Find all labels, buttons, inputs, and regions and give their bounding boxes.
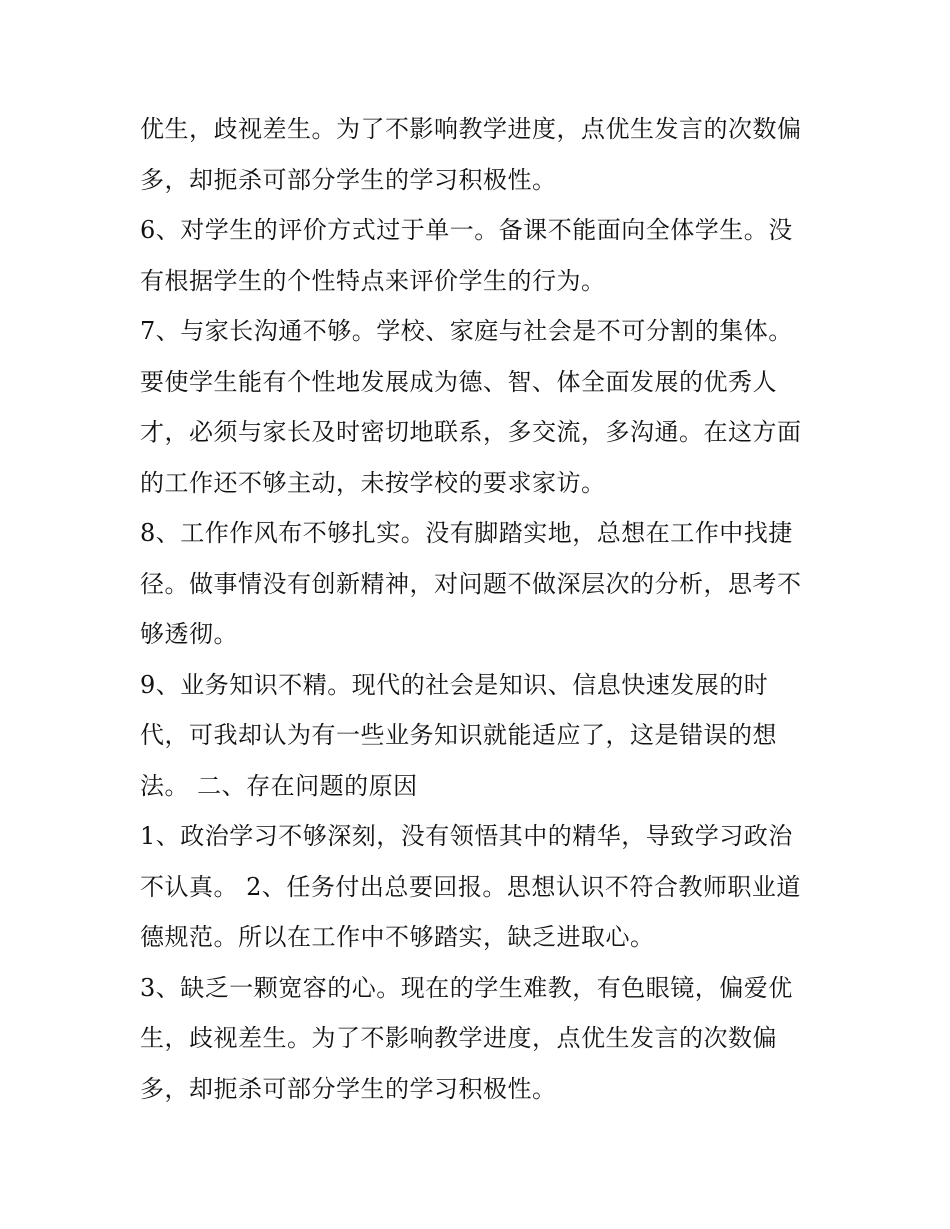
text-line-20: 多，却扼杀可部分学生的学习积极性。 xyxy=(140,1074,557,1103)
text-line-11: 够透彻。 xyxy=(140,620,238,648)
text-line-4: 有根据学生的个性特点来评价学生的行为。 xyxy=(140,266,606,295)
text-line-18: 3、缺乏一颗宽容的心。现在的学生难教，有色眼镜，偏爱优 xyxy=(140,973,793,1002)
text-line-15: 1、政治学习不够深刻，没有领悟其中的精华，导致学习政治 xyxy=(140,822,793,850)
text-line-7: 才，必须与家长及时密切地联系，多交流，多沟通。在这方面 xyxy=(140,418,802,446)
text-line-2: 多，却扼杀可部分学生的学习积极性。 xyxy=(140,165,557,194)
text-line-17: 德规范。所以在工作中不够踏实，缺乏进取心。 xyxy=(140,923,655,951)
text-line-3: 6、对学生的评价方式过于单一。备课不能面向全体学生。没 xyxy=(140,216,793,244)
text-line-5: 7、与家长沟通不够。学校、家庭与社会是不可分割的集体。 xyxy=(140,317,793,345)
text-line-8: 的工作还不够主动，未按学校的要求家访。 xyxy=(140,468,606,497)
text-line-14: 法。 二、存在问题的原因 xyxy=(140,771,418,800)
text-line-13: 代，可我却认为有一些业务知识就能适应了，这是错误的想 xyxy=(140,721,777,749)
text-line-12: 9、业务知识不精。现代的社会是知识、信息快速发展的时 xyxy=(140,670,769,699)
text-line-6: 要使学生能有个性地发展成为德、智、体全面发展的优秀人 xyxy=(140,367,777,396)
text-line-10: 径。做事情没有创新精神，对问题不做深层次的分析，思考不 xyxy=(140,569,802,598)
text-line-19: 生，歧视差生。为了不影响教学进度，点优生发言的次数偏 xyxy=(140,1024,777,1052)
text-line-16: 不认真。 2、任务付出总要回报。思想认识不符合教师职业道 xyxy=(140,872,801,901)
text-line-1: 优生，歧视差生。为了不影响教学进度，点优生发言的次数偏 xyxy=(140,115,802,143)
text-line-9: 8、工作作风布不够扎实。没有脚踏实地，总想在工作中找捷 xyxy=(140,519,793,547)
document-body xyxy=(140,104,830,1114)
